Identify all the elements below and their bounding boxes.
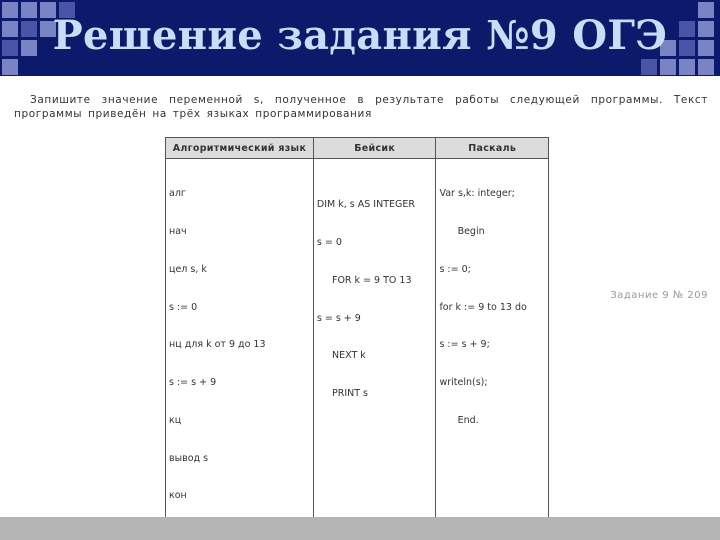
code-line: нач xyxy=(169,225,187,237)
slide-header xyxy=(0,0,720,76)
code-line: DIM k, s AS INTEGER xyxy=(316,199,415,211)
code-pascal xyxy=(436,159,548,457)
decor-tile xyxy=(641,59,657,75)
code-line: s := 0; xyxy=(439,263,471,275)
code-line: s = 0 xyxy=(316,236,342,248)
decor-tile xyxy=(698,59,714,75)
code-line: цел s, k xyxy=(169,263,207,275)
code-line: s := s + 9 xyxy=(169,377,217,389)
code-line: for k := 9 to 13 do xyxy=(439,301,527,313)
decor-tile xyxy=(21,59,37,75)
task-reference: Задание 9 № 209 xyxy=(610,290,708,301)
cell-algorithmic xyxy=(166,159,314,533)
code-line: алг xyxy=(169,188,186,200)
code-line: нц для k от 9 до 13 xyxy=(169,339,266,351)
table-row xyxy=(166,159,549,533)
header-algorithmic: Алгоритмический язык xyxy=(166,138,314,159)
code-line: вывод s xyxy=(169,452,209,464)
code-line: FOR k = 9 TO 13 xyxy=(316,274,412,286)
task-text: Запишите значение переменной s, полученное в результате работы следующей программы. Текст программы приведён на трёх языках программирования xyxy=(14,94,708,120)
header-basic: Бейсик xyxy=(313,138,436,159)
code-line: writeln(s); xyxy=(439,377,488,389)
cell-basic xyxy=(313,159,436,533)
decor-tile xyxy=(660,59,676,75)
cell-pascal xyxy=(436,159,549,533)
code-line: кон xyxy=(169,490,187,502)
table-header-row xyxy=(166,138,549,159)
code-line: NEXT k xyxy=(316,350,366,362)
code-line: Begin xyxy=(439,225,485,237)
code-line: PRINT s xyxy=(316,388,368,400)
code-line: s = s + 9 xyxy=(316,312,361,324)
code-line: s := s + 9; xyxy=(439,339,490,351)
code-line: Var s,k: integer; xyxy=(439,188,515,200)
code-line: End. xyxy=(439,414,479,426)
code-line: кц xyxy=(169,414,182,426)
decor-tile xyxy=(59,59,75,75)
decor-tile xyxy=(2,59,18,75)
code-line: s := 0 xyxy=(169,301,198,313)
code-basic xyxy=(314,159,436,430)
slide-footer-bar xyxy=(0,517,720,540)
program-table xyxy=(165,137,549,533)
header-pascal: Паскаль xyxy=(436,138,549,159)
decor-tile xyxy=(679,59,695,75)
decor-tile xyxy=(40,59,56,75)
code-algorithmic xyxy=(166,159,313,532)
slide-title: Решение задания №9 ОГЭ xyxy=(52,12,668,59)
